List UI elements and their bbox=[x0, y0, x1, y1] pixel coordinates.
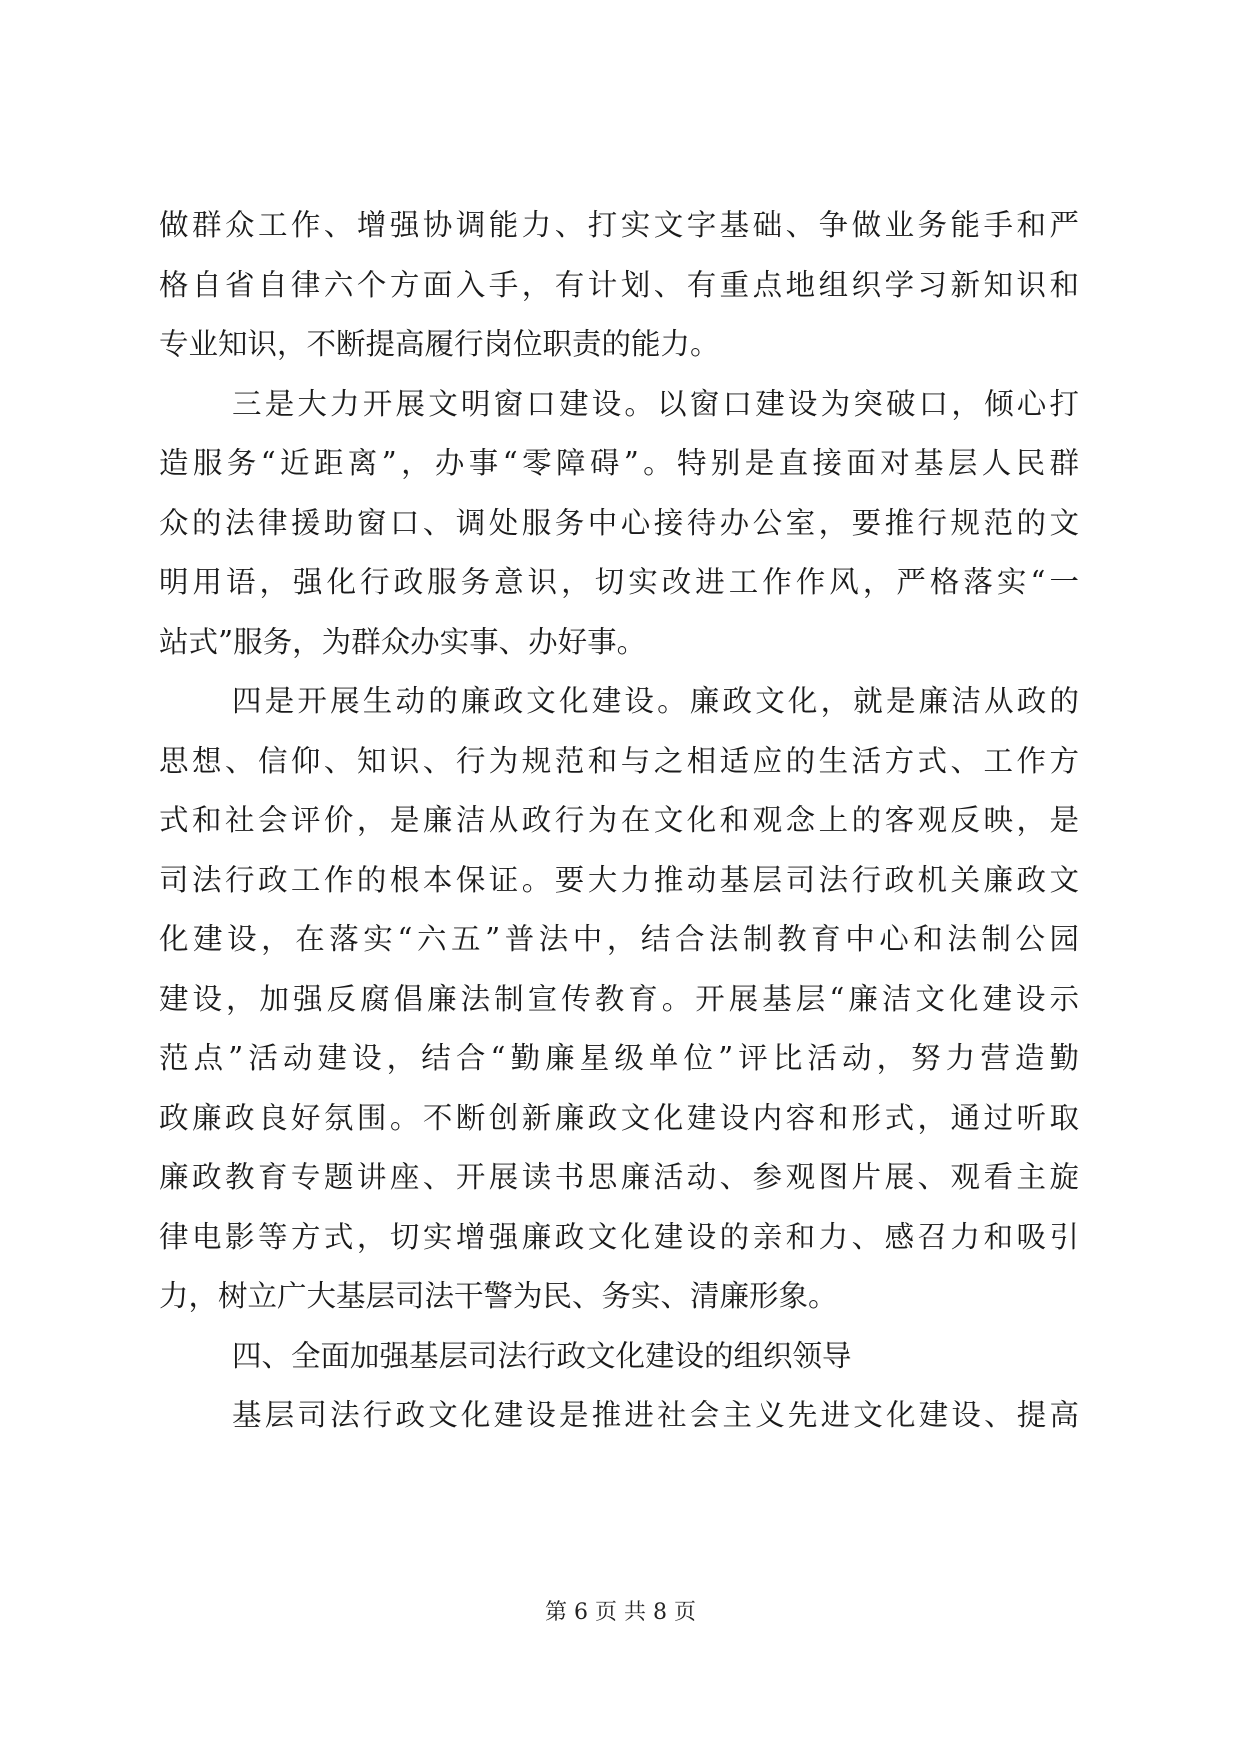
section-heading: 四、全面加强基层司法行政文化建设的组织领导 bbox=[232, 1339, 852, 1373]
body-text-line: 专业知识，不断提高履行岗位职责的能力。 bbox=[159, 327, 720, 361]
paragraph-first-line: 三是大力开展文明窗口建设。以窗口建设为突破口，倾心打 bbox=[232, 387, 1079, 421]
body-text-line: 站式”服务，为群众办实事、办好事。 bbox=[159, 625, 647, 659]
body-text-line: 律电影等方式，切实增强廉政文化建设的亲和力、感召力和吸引 bbox=[159, 1220, 1079, 1254]
body-text-line: 众的法律援助窗口、调处服务中心接待办公室，要推行规范的文 bbox=[159, 506, 1079, 540]
body-text-line: 力，树立广大基层司法干警为民、务实、清廉形象。 bbox=[159, 1279, 838, 1313]
body-text-line: 范点”活动建设，结合“勤廉星级单位”评比活动，努力营造勤 bbox=[159, 1041, 1079, 1075]
body-text-line: 明用语，强化行政服务意识，切实改进工作作风，严格落实“一 bbox=[159, 565, 1079, 599]
paragraph-first-line: 基层司法行政文化建设是推进社会主义先进文化建设、提高 bbox=[232, 1398, 1079, 1432]
body-text-line: 建设，加强反腐倡廉法制宣传教育。开展基层“廉洁文化建设示 bbox=[159, 982, 1079, 1016]
page-number-footer: 第 6 页 共 8 页 bbox=[545, 1600, 696, 1625]
body-text-line: 政廉政良好氛围。不断创新廉政文化建设内容和形式，通过听取 bbox=[159, 1101, 1079, 1135]
body-text-line: 思想、信仰、知识、行为规范和与之相适应的生活方式、工作方 bbox=[159, 744, 1079, 778]
paragraph-first-line: 四是开展生动的廉政文化建设。廉政文化，就是廉洁从政的 bbox=[232, 684, 1079, 718]
body-text-line: 造服务“近距离”，办事“零障碍”。特别是直接面对基层人民群 bbox=[159, 446, 1079, 480]
body-text-line: 式和社会评价，是廉洁从政行为在文化和观念上的客观反映，是 bbox=[159, 803, 1079, 837]
body-text-line: 司法行政工作的根本保证。要大力推动基层司法行政机关廉政文 bbox=[159, 863, 1079, 897]
body-text-line: 化建设，在落实“六五”普法中，结合法制教育中心和法制公园 bbox=[159, 922, 1079, 956]
body-text-line: 廉政教育专题讲座、开展读书思廉活动、参观图片展、观看主旋 bbox=[159, 1160, 1079, 1194]
body-text-line: 格自省自律六个方面入手，有计划、有重点地组织学习新知识和 bbox=[159, 268, 1079, 302]
body-text-line: 做群众工作、增强协调能力、打实文字基础、争做业务能手和严 bbox=[159, 208, 1079, 242]
